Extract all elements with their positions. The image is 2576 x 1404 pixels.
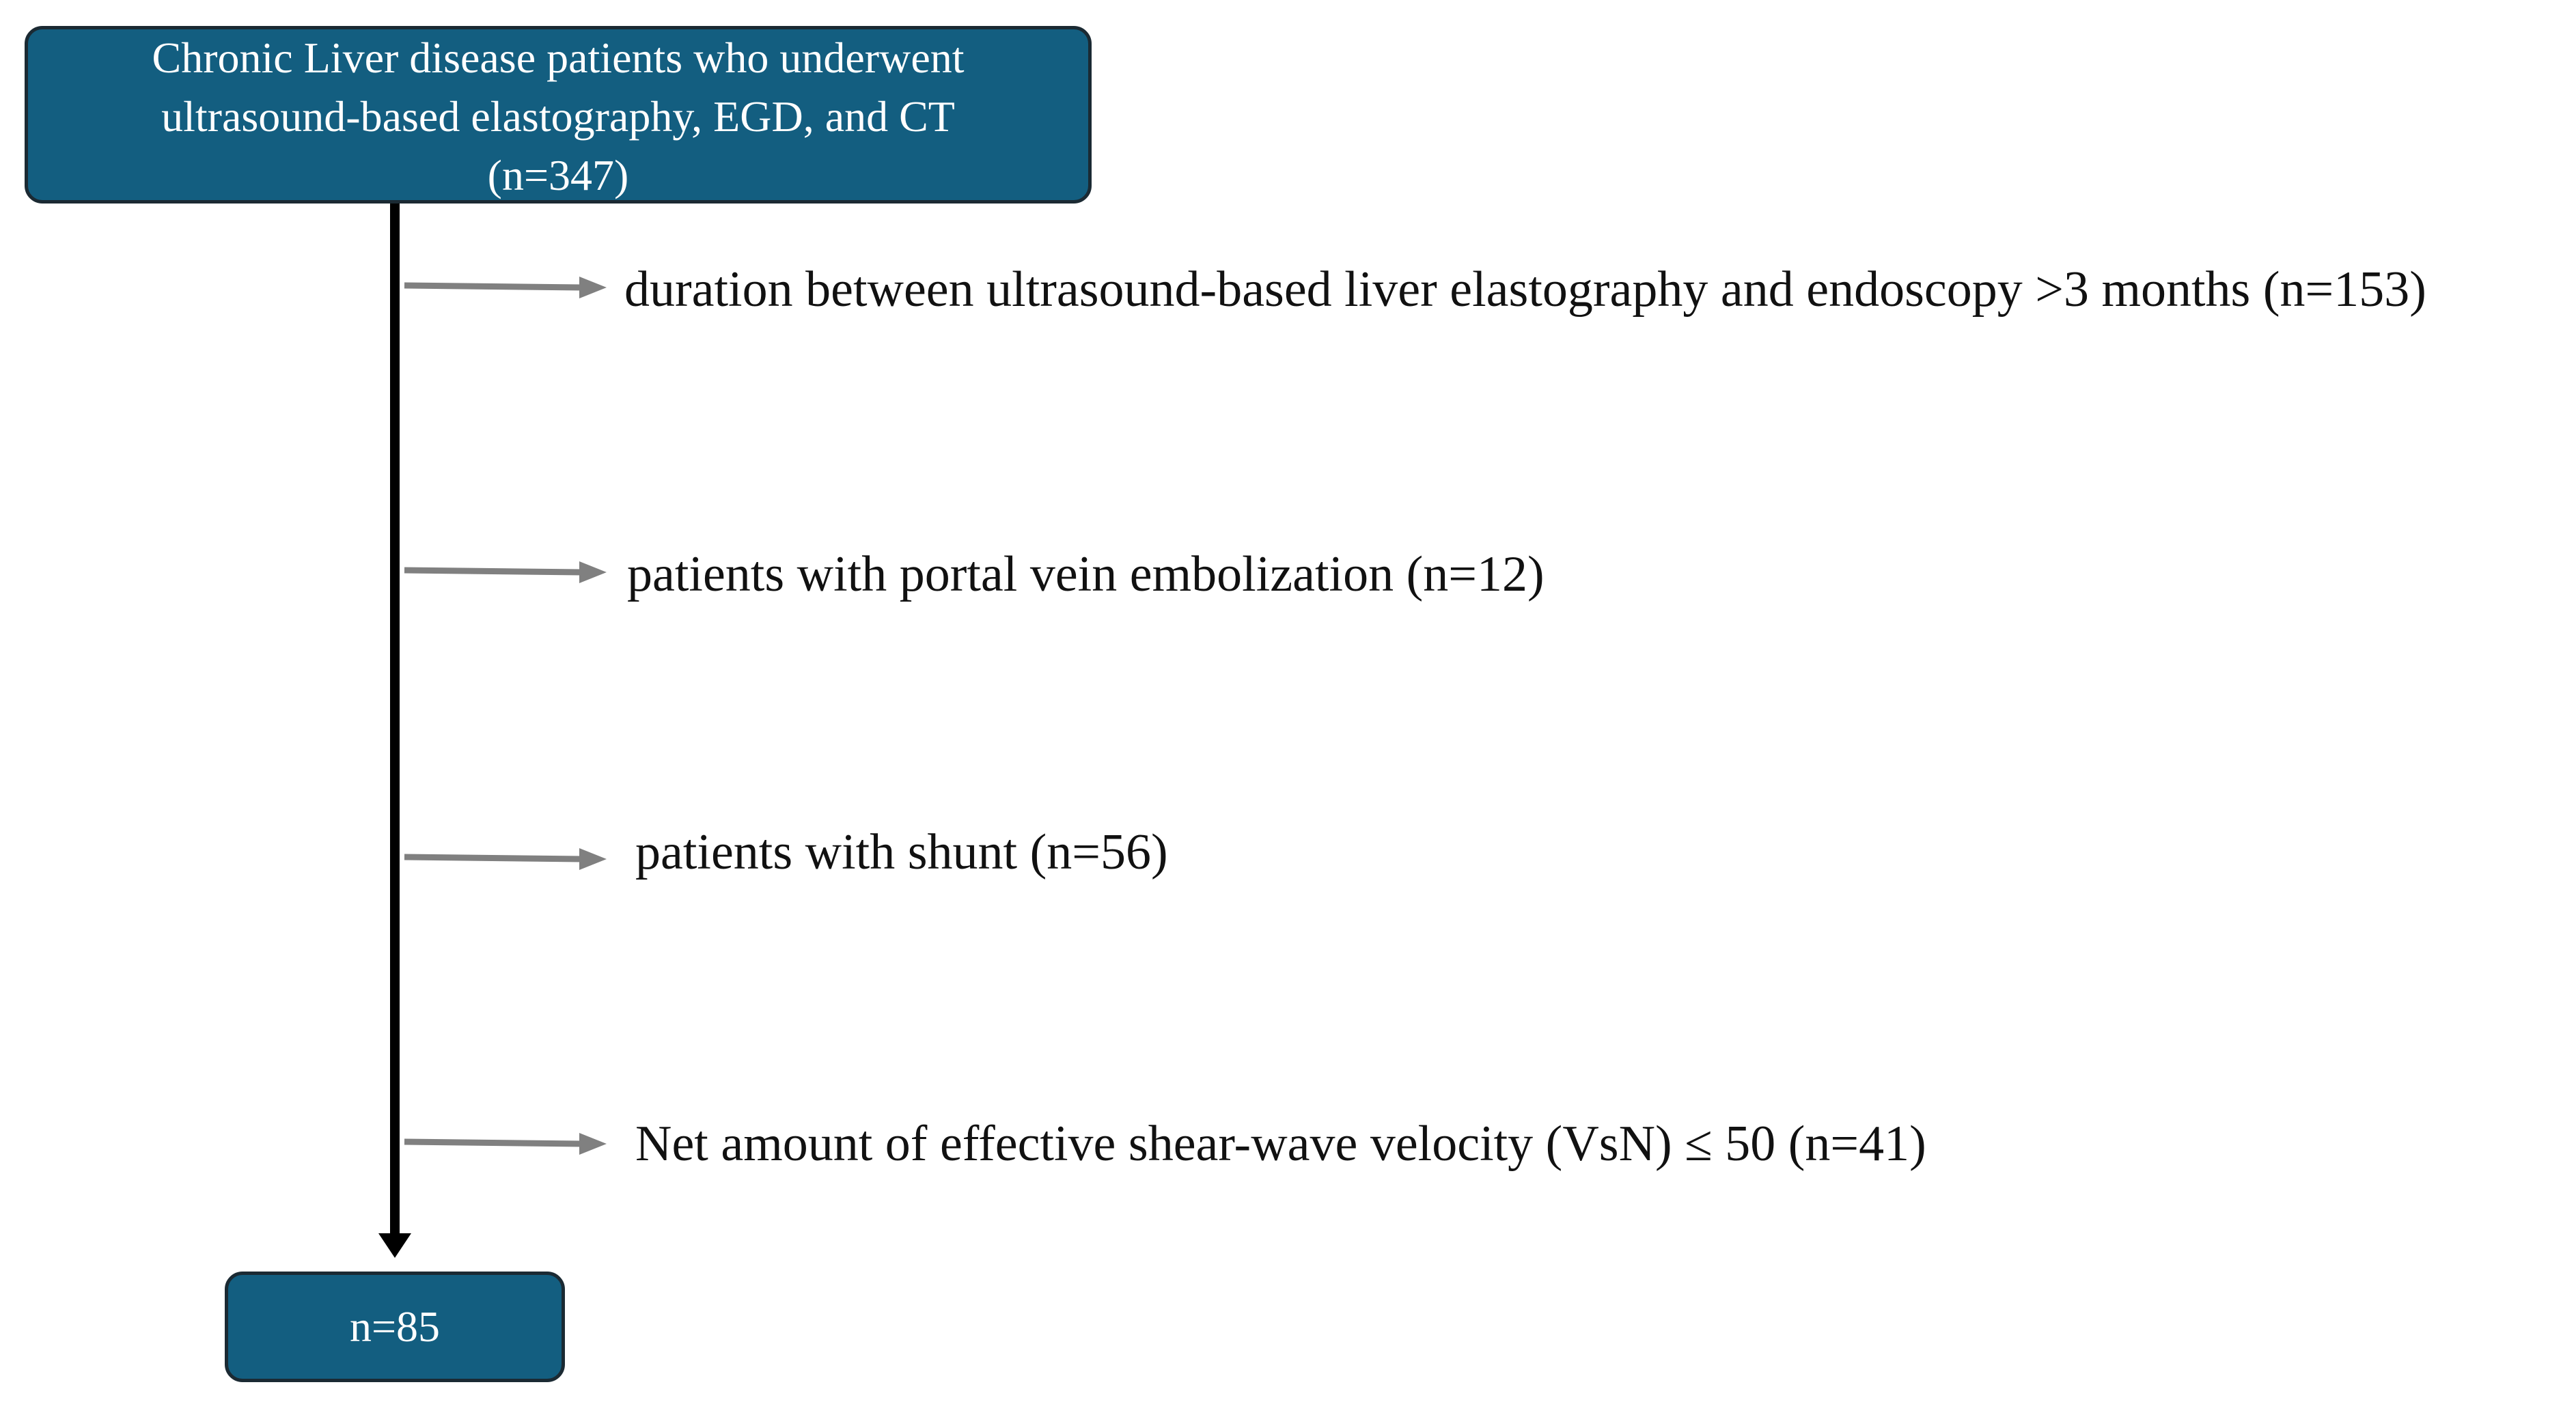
exclusion-arrowhead-3 <box>579 848 607 870</box>
start-box-line-3: (n=347) <box>487 151 629 199</box>
exclusion-arrow-3 <box>404 857 582 859</box>
exclusion-arrowhead-4 <box>579 1133 607 1155</box>
exclusion-arrow-2 <box>404 570 582 572</box>
end-box <box>225 1272 565 1382</box>
end-box-label: n=85 <box>349 1302 441 1351</box>
exclusion-label-duration: duration between ultrasound-based liver elastography and endoscopy >3 months (n=153) <box>624 262 2426 318</box>
start-box-line-2: ultrasound-based elastography, EGD, and CT <box>161 92 955 141</box>
exclusion-arrowhead-2 <box>579 561 607 583</box>
start-box-line-1: Chronic Liver disease patients who underwent <box>152 33 965 82</box>
exclusion-label-shear-wave-velocity: Net amount of effective shear-wave velocity (VsN) ≤ 50 (n=41) <box>635 1116 1926 1172</box>
exclusion-arrowhead-1 <box>579 277 607 298</box>
exclusion-label-portal-vein-embolization: patients with portal vein embolization (n=12) <box>627 546 1545 602</box>
main-flow-arrowhead <box>378 1233 411 1258</box>
exclusion-label-shunt: patients with shunt (n=56) <box>635 824 1168 880</box>
exclusion-arrow-4 <box>404 1142 582 1144</box>
exclusion-arrow-1 <box>404 285 582 287</box>
start-box <box>25 26 1092 203</box>
